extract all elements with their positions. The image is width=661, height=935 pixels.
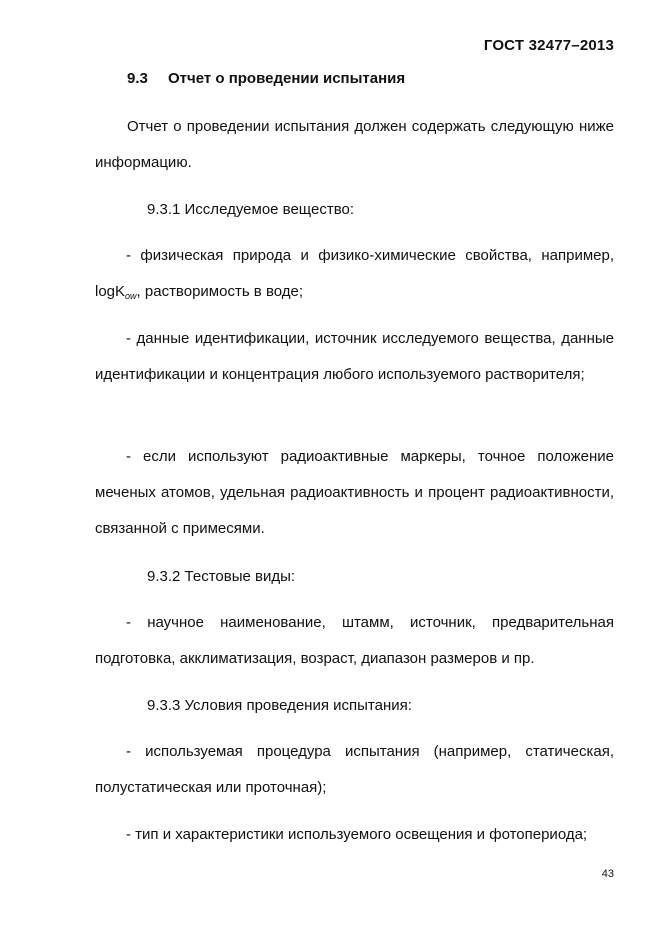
standard-code: ГОСТ 32477–2013 — [483, 37, 614, 54]
item-text-tail: , растворимость в воде; — [136, 283, 304, 300]
list-item: - научное наименование, штамм, источник, предварительная подготовка, акклиматизация, возраст, диапазон размеров и пр. — [95, 614, 614, 667]
section-heading — [127, 70, 405, 87]
item-9-3-3-a-block — [95, 734, 614, 806]
item-9-3-1-a-block — [95, 238, 614, 314]
list-item: - тип и характеристики используемого освещения и фотопериода; — [126, 826, 588, 843]
page-number: 43 — [601, 868, 614, 880]
item-9-3-1-c-block — [95, 439, 614, 547]
item-text: - физическая природа и физико-химические свойства, например, logK — [95, 247, 614, 300]
subsection-title-9-3-3: 9.3.3 Условия проведения испытания: — [147, 697, 412, 714]
list-item — [95, 238, 614, 314]
item-9-3-3-b-block — [95, 817, 614, 853]
subscript-ow: ow — [125, 291, 137, 301]
intro-paragraph: Отчет о проведении испытания должен содержать следующую ниже информацию. — [95, 118, 614, 171]
item-9-3-1-b-block — [95, 321, 614, 393]
subsection-title-9-3-1: 9.3.1 Исследуемое вещество: — [147, 201, 355, 218]
subsection-title-9-3-2: 9.3.2 Тестовые виды: — [147, 568, 296, 585]
item-9-3-2-a-block — [95, 605, 614, 677]
list-item: - если используют радиоактивные маркеры, точное положение меченых атомов, удельная радиоактивность и процент радиоактивности, связанной с примесями. — [95, 448, 614, 537]
intro-block — [95, 109, 614, 181]
section-title: Отчет о проведении испытания — [168, 70, 406, 87]
section-number: 9.3 — [127, 70, 148, 87]
list-item: - используемая процедура испытания (например, статическая, полустатическая или проточная); — [95, 743, 614, 796]
list-item: - данные идентификации, источник исследуемого вещества, данные идентификации и концентрация любого используемого растворителя; — [95, 330, 614, 383]
